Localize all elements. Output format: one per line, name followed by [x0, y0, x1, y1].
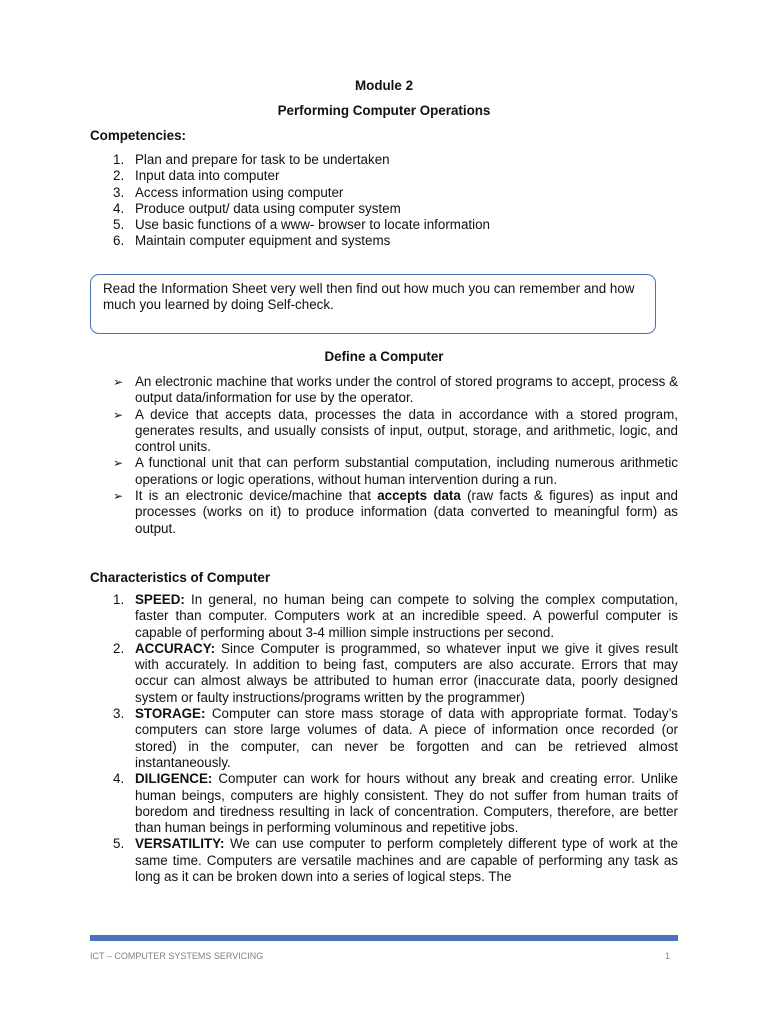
item-term: VERSATILITY:: [135, 836, 225, 852]
list-item: [113, 836, 678, 885]
list-item: [113, 185, 673, 201]
list-item: [113, 592, 678, 641]
define-heading: Define a Computer: [324, 349, 444, 364]
item-term: ACCURACY:: [135, 640, 216, 656]
item-number: 2.: [113, 640, 125, 656]
item-text: Computer can work for hours without any break and creating error. Unlike human beings, computers are highly consistent. They do not suffer from human traits of boredom and tiredness resulting in lack of concentration. Computers, therefore, are better than human beings in performing voluminous and repetitive jobs.: [135, 771, 678, 836]
list-item: [113, 407, 678, 456]
list-item: [113, 217, 673, 233]
item-number: 4.: [113, 200, 125, 216]
item-text: A device that accepts data, processes the data in accordance with a stored program, generates results, and usually consists of input, output, storage, and arithmetic, logic, and control units.: [135, 406, 678, 455]
item-text: We can use computer to perform completely different type of work at the same time. Computers are versatile machines and are capable of performing any task as long as it can be broken down into a series of logical steps. The: [135, 836, 678, 885]
item-text: Access information using computer: [135, 184, 344, 200]
footer-course-label: ICT – COMPUTER SYSTEMS SERVICING: [90, 951, 264, 961]
item-number: 5.: [113, 836, 125, 852]
item-text-pre: It is an electronic device/machine that: [135, 488, 378, 504]
list-item: [113, 152, 673, 168]
list-item: [113, 641, 678, 706]
item-text: Since Computer is programmed, so whatever input we give it gives result with accurately. In addition to being fast, computers are also accurate. Errors that may occur can almost always be attributed to human error (inaccurate data, poorly designed system or faulty instructions/programs written by the programmer): [135, 640, 678, 705]
list-item: [113, 168, 673, 184]
item-number: 1.: [113, 152, 125, 167]
item-text-bold: accepts data: [377, 488, 461, 504]
item-number: 1.: [113, 592, 125, 607]
arrow-bullet-icon: ➢: [113, 375, 124, 389]
item-text: Computer can store mass storage of data with appropriate format. Today’s computers can store large volumes of data. A piece of information once recorded (or stored) in the computer, can never be forgotten and can be retrieved almost instantaneously.: [135, 706, 678, 770]
item-term: SPEED:: [135, 592, 185, 607]
competencies-list: [113, 152, 673, 250]
item-text: In general, no human being can compete to solving the complex computation, faster than computer. Computers work at an incredible speed. A powerful computer is capable of performing about 3-4 million simple instructions per second.: [135, 592, 678, 640]
list-item: [113, 201, 673, 217]
item-text: A functional unit that can perform substantial computation, including numerous arithmetic operations or logic operations, without human intervention during a run.: [135, 455, 678, 487]
list-item: [113, 771, 678, 836]
page-title: Performing Computer Operations: [277, 103, 491, 118]
arrow-bullet-icon: ➢: [113, 456, 124, 471]
item-text: Maintain computer equipment and systems: [135, 233, 391, 249]
item-text-post: (raw facts & figures) as input and processes (works on it) to produce information (data converted to meaningful form) as output.: [135, 488, 678, 536]
page-number: 1: [664, 951, 670, 961]
arrow-bullet-icon: ➢: [113, 489, 124, 504]
characteristics-list: [113, 592, 678, 885]
item-text: Plan and prepare for task to be undertaken: [135, 152, 390, 167]
item-number: 2.: [113, 168, 125, 184]
item-term: DILIGENCE:: [135, 771, 213, 787]
instruction-note-box: [90, 274, 656, 334]
item-text: Use basic functions of a www- browser to locate information: [135, 217, 491, 233]
item-number: 5.: [113, 217, 125, 233]
list-item: [113, 488, 678, 537]
competencies-heading: Competencies:: [90, 128, 186, 143]
instruction-note-text: Read the Information Sheet very well then find out how much you can remember and how much you learned by doing Self-check.: [103, 281, 635, 313]
footer-divider: [90, 935, 678, 941]
item-number: 3.: [113, 184, 125, 200]
module-label: Module 2: [354, 78, 414, 93]
item-number: 4.: [113, 771, 125, 787]
item-number: 3.: [113, 706, 125, 722]
list-item: [113, 374, 678, 407]
list-item: [113, 455, 678, 488]
item-text: Input data into computer: [135, 168, 280, 184]
list-item: [113, 233, 673, 249]
item-text: An electronic machine that works under the control of stored programs to accept, process & output data/information for use by the operator.: [135, 374, 678, 406]
item-term: STORAGE:: [135, 706, 206, 722]
characteristics-heading: Characteristics of Computer: [90, 570, 271, 585]
item-number: 6.: [113, 233, 125, 249]
list-item: [113, 706, 678, 771]
arrow-bullet-icon: ➢: [113, 407, 124, 422]
item-text: Produce output/ data using computer system: [135, 200, 401, 216]
definition-list: [113, 374, 678, 537]
